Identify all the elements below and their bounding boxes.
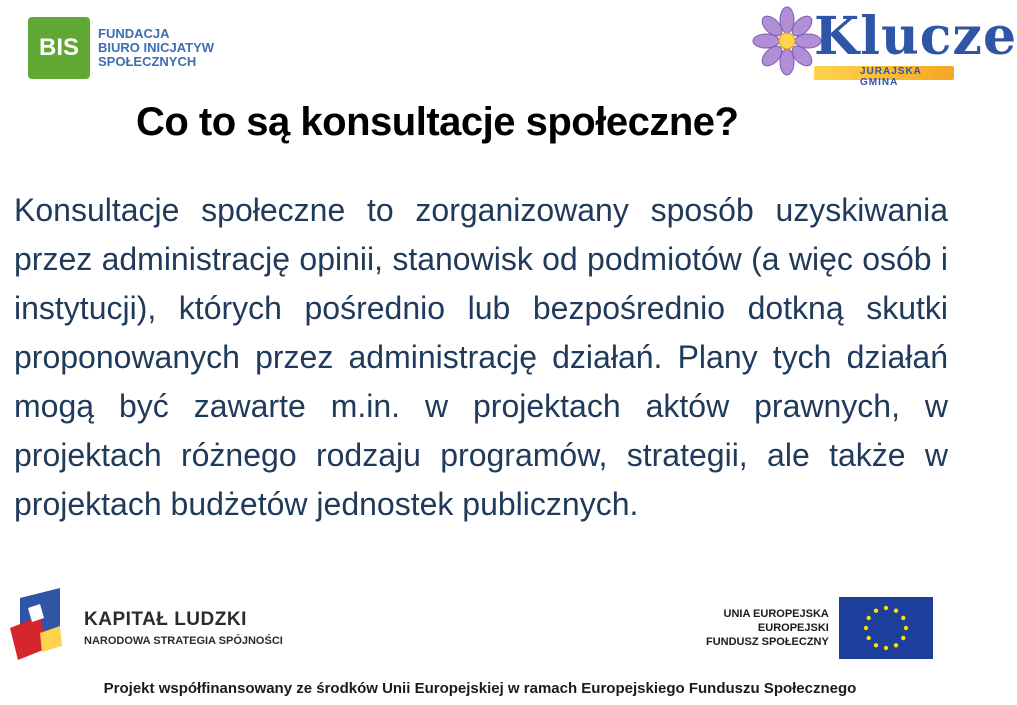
eu-star-icon <box>901 616 905 620</box>
eu-flag-icon <box>839 597 933 659</box>
eu-star-icon <box>901 636 905 640</box>
eu-logo-line3: FUNDUSZ SPOŁECZNY <box>706 636 829 648</box>
eu-star-icon <box>904 626 908 630</box>
bis-logo-mark: BIS <box>28 17 90 79</box>
eu-logo-line1: UNIA EUROPEJSKA <box>723 608 829 620</box>
bis-logo-line1: FUNDACJA <box>98 26 170 41</box>
klucze-logo-sub: JURAJSKA GMINA <box>860 66 922 88</box>
kapital-ludzki-sub: NARODOWA STRATEGIA SPÓJNOŚCI <box>84 635 283 647</box>
bis-logo-line2: BIURO INICJATYW <box>98 40 215 55</box>
body-paragraph: Konsultacje społeczne to zorganizowany sposób uzyskiwania przez administrację opinii, stanowisk od podmiotów (a więc osób i instytucji), których pośrednio lub bezpośrednio dotkną skutki proponowanych przez administrację działań. Plany tych działań mogą być zawarte m.in. w projektach aktów prawnych, w projektach różnego rodzaju programów, strategii, ale także w projektach budżetów jednostek publicznych. <box>14 192 948 522</box>
eu-logo <box>706 592 946 664</box>
eu-star-icon <box>866 636 870 640</box>
eu-star-icon <box>894 609 898 613</box>
funding-note: Projekt współfinansowany ze środków Unii Europejskiej w ramach Europejskiego Funduszu Społecznego <box>103 680 857 697</box>
kapital-ludzki-icon <box>10 588 70 668</box>
eu-logo-line2: EUROPEJSKI <box>757 622 829 634</box>
bis-logo-text <box>98 27 214 69</box>
bis-logo-line3: SPOŁECZNYCH <box>98 54 197 69</box>
page-title: Co to są konsultacje społeczne? <box>136 100 739 144</box>
eu-star-icon <box>884 646 888 650</box>
kapital-ludzki-logo <box>10 586 300 670</box>
eu-star-icon <box>874 609 878 613</box>
eu-logo-text <box>706 607 829 649</box>
klucze-logo-word: Klucze <box>814 6 1017 67</box>
bis-foundation-logo <box>28 16 228 80</box>
eu-star-icon <box>864 626 868 630</box>
eu-star-icon <box>894 643 898 647</box>
klucze-logo <box>752 6 1017 88</box>
eu-star-icon <box>866 616 870 620</box>
eu-star-icon <box>884 606 888 610</box>
flower-icon <box>752 6 822 76</box>
kapital-ludzki-title: KAPITAŁ LUDZKI <box>84 609 247 630</box>
eu-star-icon <box>874 643 878 647</box>
